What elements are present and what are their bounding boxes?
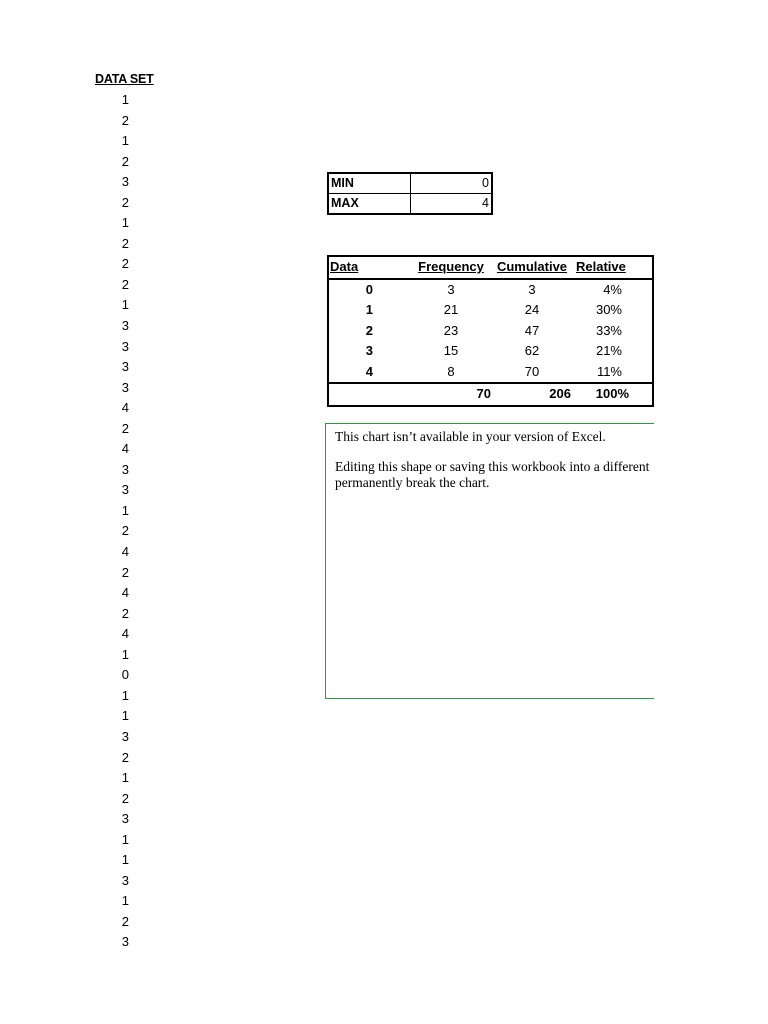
- dataset-value[interactable]: 2: [121, 790, 129, 806]
- cell-cumulative[interactable]: 70: [524, 363, 540, 379]
- dataset-value[interactable]: 4: [121, 544, 129, 560]
- dataset-value[interactable]: 1: [121, 133, 129, 149]
- dataset-value[interactable]: 1: [121, 893, 129, 909]
- dataset-value[interactable]: 1: [121, 831, 129, 847]
- dataset-value[interactable]: 1: [121, 215, 129, 231]
- cell-cumulative[interactable]: 47: [524, 322, 540, 338]
- header-data[interactable]: Data: [328, 256, 410, 279]
- max-label[interactable]: MAX: [328, 194, 411, 215]
- table-row: [328, 300, 653, 321]
- cell-relative[interactable]: 33%: [595, 322, 622, 338]
- dataset-value[interactable]: 2: [121, 112, 129, 128]
- dataset-value[interactable]: 2: [121, 276, 129, 292]
- dataset-value[interactable]: 2: [121, 153, 129, 169]
- dataset-value[interactable]: 3: [121, 482, 129, 498]
- table-row: [328, 321, 653, 342]
- header-cumulative[interactable]: Cumulative: [492, 256, 572, 279]
- dataset-list: [100, 90, 130, 953]
- cell-frequency[interactable]: 8: [447, 363, 455, 379]
- cell-frequency[interactable]: 21: [443, 302, 459, 317]
- table-row: [328, 279, 653, 301]
- dataset-value[interactable]: 2: [121, 523, 129, 539]
- dataset-value[interactable]: 2: [121, 256, 129, 272]
- dataset-value[interactable]: 3: [121, 174, 129, 190]
- cell-cumulative[interactable]: 24: [524, 302, 540, 317]
- frequency-table: [327, 255, 654, 407]
- chart-warning-line-2: permanently break the chart.: [335, 475, 490, 490]
- cell-data-total-blank[interactable]: [328, 383, 410, 406]
- dataset-value[interactable]: 1: [121, 646, 129, 662]
- dataset-value[interactable]: 2: [121, 420, 129, 436]
- cell-data[interactable]: 4: [365, 363, 373, 379]
- dataset-value[interactable]: 3: [121, 728, 129, 744]
- dataset-value[interactable]: 2: [121, 605, 129, 621]
- total-relative[interactable]: 100%: [572, 383, 653, 406]
- dataset-value[interactable]: 2: [121, 749, 129, 765]
- cell-cumulative[interactable]: 62: [524, 343, 540, 358]
- min-row: [328, 173, 492, 194]
- dataset-value[interactable]: 4: [121, 585, 129, 601]
- page-edge-mask: [654, 420, 768, 705]
- total-cumulative[interactable]: 206: [492, 383, 572, 406]
- cell-relative[interactable]: 4%: [603, 281, 622, 297]
- cell-frequency[interactable]: 15: [443, 343, 459, 358]
- max-value[interactable]: 4: [411, 194, 493, 215]
- table-row: [328, 362, 653, 384]
- dataset-value[interactable]: 3: [121, 359, 129, 375]
- cell-data[interactable]: 1: [365, 302, 373, 317]
- dataset-value[interactable]: 3: [121, 338, 129, 354]
- cell-relative[interactable]: 11%: [596, 363, 622, 379]
- min-value[interactable]: 0: [482, 176, 489, 190]
- dataset-value[interactable]: 1: [121, 297, 129, 313]
- cell-frequency[interactable]: 3: [447, 281, 455, 297]
- chart-unavailable-message: This chart isn’t available in your version of Excel.: [335, 429, 606, 444]
- dataset-value[interactable]: 2: [121, 235, 129, 251]
- dataset-value[interactable]: 4: [121, 400, 129, 416]
- dataset-value[interactable]: 1: [121, 852, 129, 868]
- dataset-value[interactable]: 1: [121, 687, 129, 703]
- dataset-value[interactable]: 1: [121, 770, 129, 786]
- dataset-value[interactable]: 4: [121, 626, 129, 642]
- cell-relative[interactable]: 21%: [595, 343, 622, 358]
- dataset-value[interactable]: 0: [121, 667, 129, 683]
- frequency-table-header: [328, 256, 653, 279]
- dataset-value[interactable]: 3: [121, 461, 129, 477]
- dataset-value[interactable]: 3: [121, 811, 129, 827]
- cell-data[interactable]: 3: [365, 343, 373, 358]
- cell-data[interactable]: 2: [365, 322, 373, 338]
- dataset-value[interactable]: 4: [121, 441, 129, 457]
- max-row: [328, 194, 492, 215]
- totals-row: [328, 383, 653, 406]
- dataset-header: DATA SET: [95, 72, 154, 86]
- total-frequency[interactable]: 70: [410, 383, 492, 406]
- dataset-value[interactable]: 1: [121, 502, 129, 518]
- chart-warning-line-1: Editing this shape or saving this workbook into a different: [335, 459, 650, 474]
- dataset-value[interactable]: 1: [121, 708, 129, 724]
- table-row: [328, 341, 653, 362]
- chart-placeholder-shape[interactable]: [325, 423, 666, 699]
- dataset-value[interactable]: 3: [121, 318, 129, 334]
- cell-cumulative[interactable]: 3: [528, 281, 536, 297]
- dataset-value[interactable]: 3: [121, 934, 129, 950]
- dataset-value[interactable]: 2: [121, 194, 129, 210]
- chart-warning-message: [335, 459, 649, 491]
- min-label[interactable]: MIN: [328, 173, 411, 194]
- dataset-value[interactable]: 1: [121, 92, 129, 107]
- dataset-value[interactable]: 2: [121, 564, 129, 580]
- header-frequency[interactable]: Frequency: [410, 256, 492, 279]
- dataset-value[interactable]: 3: [121, 379, 129, 395]
- dataset-value[interactable]: 2: [121, 913, 129, 929]
- dataset-value[interactable]: 3: [121, 872, 129, 888]
- cell-frequency[interactable]: 23: [443, 322, 459, 338]
- min-max-table: [327, 172, 493, 215]
- header-relative[interactable]: Relative: [572, 256, 653, 279]
- cell-data[interactable]: 0: [365, 281, 373, 297]
- cell-relative[interactable]: 30%: [595, 302, 622, 317]
